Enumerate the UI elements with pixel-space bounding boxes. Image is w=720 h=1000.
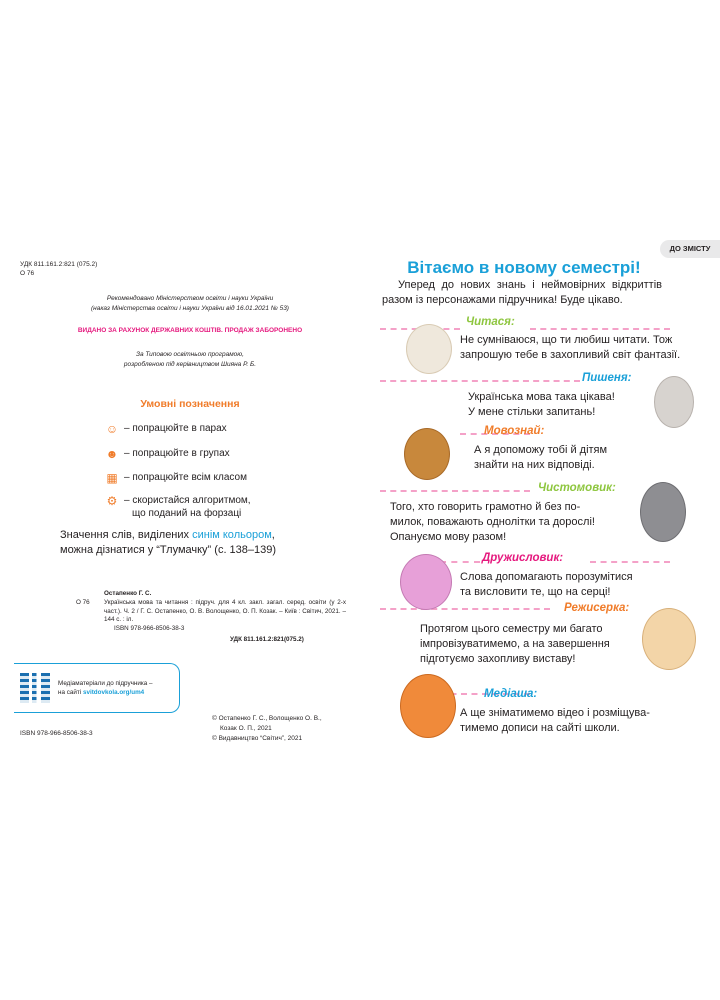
- catalog-code: О 76: [76, 599, 90, 606]
- speech-line: та висловити те, що на серці!: [460, 586, 611, 598]
- speech-line: Того, хто говорить грамотно й без по-: [390, 501, 581, 513]
- dashed-divider: [380, 380, 580, 382]
- catalog-isbn: ISBN 978-966-8506-38-3: [114, 625, 185, 633]
- character-speech-rezhyserka: [420, 622, 610, 667]
- character-speech-chystomovyk: [390, 500, 595, 545]
- character-name-rezhyserka: Режисерка:: [564, 602, 630, 614]
- media-text-2: на сайті: [58, 689, 83, 696]
- raccoon-icon: [640, 482, 686, 542]
- legend-text-2: що поданий на форзаці: [132, 508, 242, 519]
- character-speech-mediasha: [460, 706, 650, 736]
- legend-text: – попрацюйте всім класом: [124, 472, 247, 483]
- legend-text: – попрацюйте в групах: [124, 448, 230, 459]
- character-speech-movoznai: [474, 443, 607, 473]
- recommendation: [40, 294, 340, 314]
- mouse-icon: [654, 376, 694, 428]
- speech-line: Протягом цього семестру ми багато: [420, 623, 603, 635]
- speech-line: А ще зніматимемо відео і розміщува-: [460, 707, 650, 719]
- character-name-druzhyslovyk: Дружисловик:: [482, 552, 564, 564]
- page-title: Вітаємо в новому семестрі!: [407, 258, 641, 277]
- isbn: ISBN 978-966-8506-38-3: [20, 730, 93, 737]
- character-name-movoznai: Мовознай:: [484, 425, 545, 437]
- media-text-1: Медіаматеріали до підручника –: [58, 680, 153, 687]
- dashed-divider: [590, 561, 670, 563]
- speech-line: Опануємо мову разом!: [390, 531, 507, 543]
- udk-bottom: УДК 811.161.2:821(075.2): [230, 636, 304, 643]
- program-line-2: розробленою під керівництвом Шияна Р. Б.: [123, 361, 257, 368]
- dashed-divider: [440, 561, 480, 563]
- speech-line: Українська мова така цікава!: [468, 391, 615, 403]
- character-name-chytasia: Читася:: [466, 316, 515, 328]
- speech-line: А я допоможу тобі й дітям: [474, 444, 608, 456]
- pair-icon: ☺: [105, 422, 119, 436]
- copyright-line-1: © Остапенко Г. С., Волощенко О. В.,: [212, 715, 322, 722]
- speech-line: запрошую тебе в захопливий світ фантазії.: [460, 349, 681, 361]
- character-speech-pyshenia: [468, 390, 615, 420]
- qr-code-icon[interactable]: [20, 673, 50, 703]
- catalog-card: [76, 590, 346, 634]
- legend-item-pairs: [104, 422, 227, 438]
- copyright-line-2: Козак О. П., 2021: [220, 725, 272, 732]
- to-toc-button[interactable]: ДО ЗМІСТУ: [660, 240, 720, 258]
- elephant-icon: [400, 554, 452, 610]
- speech-line: Слова допомагають порозумітися: [460, 571, 633, 583]
- speech-line: У мене стільки запитань!: [468, 406, 596, 418]
- legend-item-algorithm: [104, 494, 251, 520]
- welcome-page: [360, 228, 720, 768]
- legend-text: – попрацюйте в парах: [124, 423, 227, 434]
- speech-line: імпровізуватимемо, а на завершення: [420, 638, 610, 650]
- glossary-comma: ,: [271, 529, 275, 541]
- recommendation-line-1: Рекомендовано Міністерством освіти і науки України: [106, 295, 274, 302]
- catalog-author: Остапенко Г. С.: [104, 590, 152, 597]
- class-icon: ▦: [106, 471, 118, 485]
- legend-text: – скористайся алгоритмом,: [124, 495, 251, 506]
- speech-line: тимемо дописи на сайті школи.: [460, 722, 620, 734]
- udk-line: УДК 811.161.2:821 (075.2): [20, 261, 98, 268]
- catalog-body: Українська мова та читання : підруч. для 4 кл. закл. загал. серед. освіти (у 2-х част.). Ч. 2 / Г. С. Остапенко, О. В. Волощенко, О. П. Козак. – Київ : Світич, 2021. – 144 с. : іл.: [104, 598, 346, 624]
- o-code-line: О 76: [20, 270, 35, 277]
- udk-block: [20, 260, 97, 278]
- media-link-box[interactable]: [14, 663, 180, 713]
- program-note: [40, 350, 340, 370]
- speech-line: підготуємо захопливу виставу!: [420, 653, 576, 665]
- glossary-note: [60, 528, 320, 558]
- legend-title: Умовні позначення: [140, 398, 240, 410]
- character-speech-druzhyslovyk: [460, 570, 633, 600]
- recommendation-line-2: (наказ Міністерства освіти і науки України від 16.01.2021 № 53): [91, 305, 289, 312]
- llama-icon: [642, 608, 696, 670]
- copyright-line-3: © Видавництво “Світич”, 2021: [212, 735, 303, 742]
- fox-icon: [400, 674, 456, 738]
- character-speech-chytasia: [460, 333, 680, 363]
- owl-icon: [404, 428, 450, 480]
- dashed-divider: [380, 608, 550, 610]
- glossary-text-2: можна дізнатися у “Тлумачку” (с. 138–139): [60, 544, 277, 556]
- character-name-chystomovyk: Чистомовик:: [538, 482, 616, 494]
- legend-item-class: [104, 471, 247, 487]
- speech-line: знайти на них відповіді.: [474, 459, 595, 471]
- dashed-divider: [530, 328, 670, 330]
- group-icon: ☻: [105, 447, 119, 461]
- character-name-pyshenia: Пишеня:: [582, 372, 632, 384]
- intro-text: Уперед до нових знань і неймовірних відкриттів разом із персонажами підручника! Буде цікаво.: [382, 279, 662, 306]
- program-line-1: За Типовою освітньою програмою,: [136, 351, 244, 358]
- dashed-divider: [380, 490, 530, 492]
- character-name-mediasha: Медіаша:: [484, 688, 538, 700]
- speech-line: милок, поважають однолітки та дорослі!: [390, 516, 595, 528]
- speech-line: Не сумніваюся, що ти любиш читати. Тож: [460, 334, 673, 346]
- glossary-blue-text: синім кольором: [192, 529, 272, 541]
- state-funded-notice: ВИДАНО ЗА РАХУНОК ДЕРЖАВНИХ КОШТІВ. ПРОДАЖ ЗАБОРОНЕНО: [77, 327, 303, 334]
- media-link[interactable]: svitdovkola.org/um4: [82, 689, 145, 696]
- glossary-text: Значення слів, виділених: [60, 529, 193, 541]
- imprint-page: [0, 250, 360, 760]
- sheep-reading-icon: [406, 324, 452, 374]
- copyright: [212, 714, 322, 744]
- algorithm-icon: ⚙: [106, 494, 118, 508]
- legend-item-groups: [104, 447, 230, 463]
